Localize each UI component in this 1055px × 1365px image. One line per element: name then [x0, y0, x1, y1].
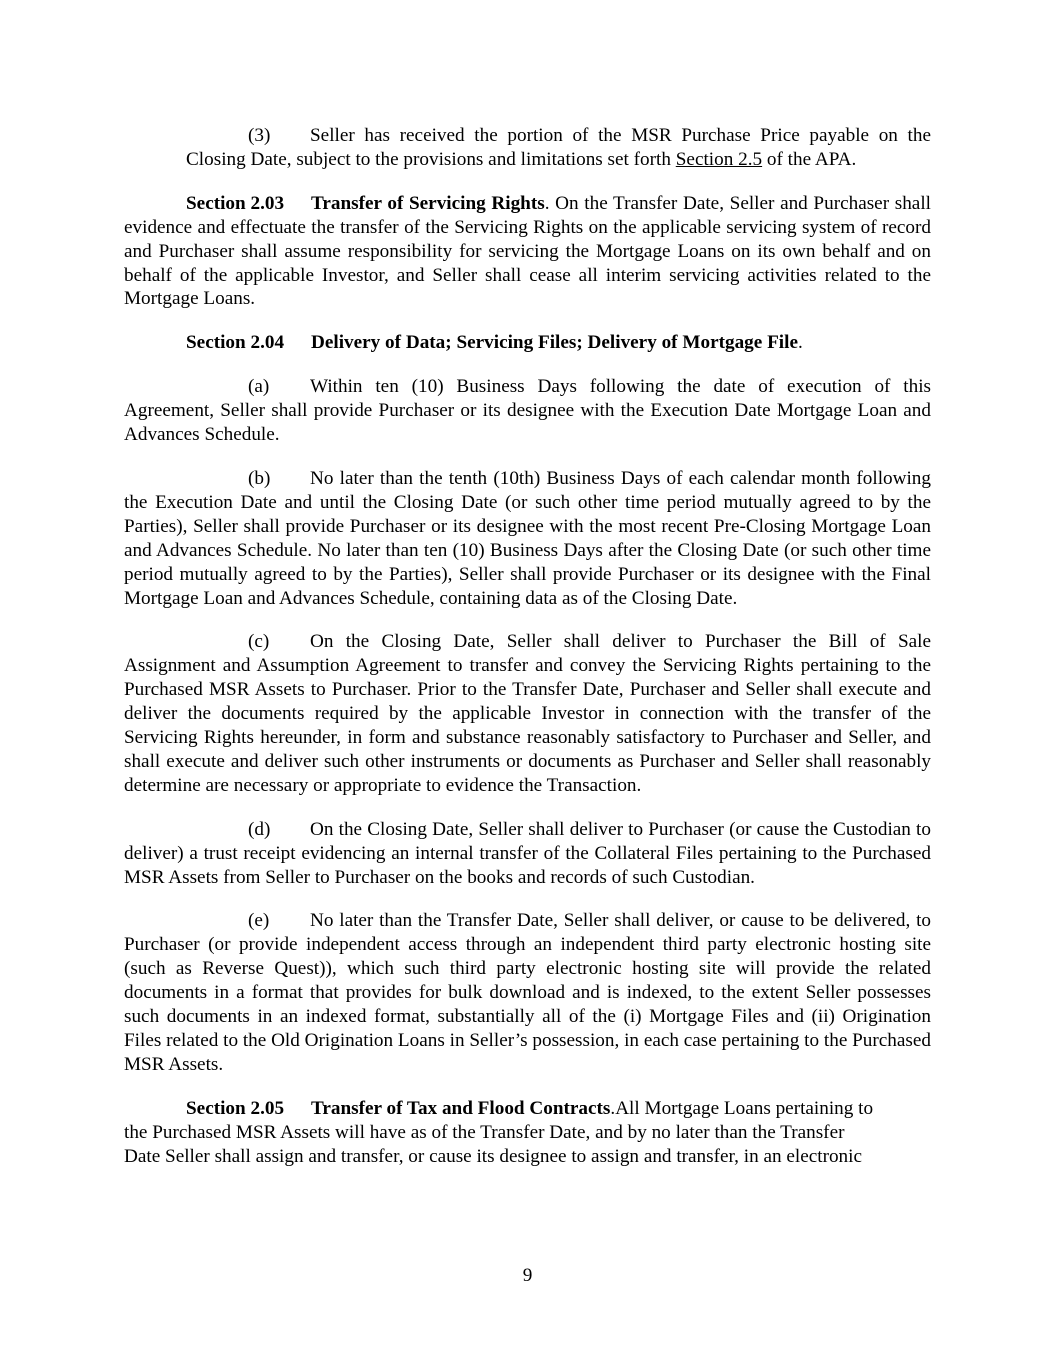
clause-d [124, 818, 931, 890]
clause-e-label: (e) [248, 910, 270, 932]
section-2-04-heading [124, 331, 931, 355]
section-2-04-period: . [797, 332, 803, 354]
section-2-03-number: Section 2.03 [186, 192, 285, 214]
clause-2-02-item-3 [186, 124, 931, 172]
section-2-05-title: Transfer of Tax and Flood Contracts [311, 1097, 611, 1119]
clause-d-label: (d) [248, 818, 271, 840]
section-2-03-body: . On the Transfer Date, Seller and Purchaser shall evidence and effectuate the transfer of the Servicing Rights on the applicable servicing system of record and Purchaser shall assume responsibility for servicing the Mortgage Loans on its own behalf and on behalf of the applicable Investor, and Seller shall cease all interim servicing activities related to the Mortgage Loans. [124, 192, 931, 310]
section-2-03 [124, 192, 931, 312]
section-2-04-number: Section 2.04 [186, 332, 285, 354]
section-2-5-reference: Section 2.5 [675, 148, 763, 170]
clause-e [124, 909, 931, 1076]
clause-c-text: On the Closing Date, Seller shall deliver to Purchaser the Bill of Sale Assignment and Assumption Agreement to transfer and convey the Servicing Rights pertaining to the Purchased MSR Assets to Purchaser. Prior to the Transfer Date, Purchaser and Seller shall execute and deliver the documents required by the applicable Investor in connection with the transfer of the Servicing Rights hereunder, in form and substance reasonably satisfactory to Purchaser and Seller, and shall execute and deliver such other instruments or documents as Purchaser and Seller shall reasonably determine are necessary or appropriate to evidence the Transaction. [124, 631, 931, 796]
section-2-03-title: Transfer of Servicing Rights [311, 192, 545, 214]
clause-a [124, 375, 931, 447]
item-3-text-end: of the APA. [762, 148, 857, 170]
clause-e-text: No later than the Transfer Date, Seller shall deliver, or cause to be delivered, to Purchaser (or provide independent access through an independent third party electronic hosting site (such as Reverse Quest)), which such third party electronic hosting site will provide the related documents in a format that provides for bulk download and is indexed, to the extent Seller possesses such documents in an indexed format, substantially all of the (i) Mortgage Files and (ii) Origination Files related to the Old Origination Loans in Seller’s possession, in each case pertaining to the Purchased MSR Assets. [124, 910, 931, 1075]
section-2-05-line-1 [124, 1097, 931, 1121]
item-3-text: Seller has received the portion of the MSR Purchase Price payable on the Closing Date, subject to the provisions and limitations set forth [186, 125, 931, 170]
clause-a-text: Within ten (10) Business Days following the date of execution of this Agreement, Seller shall provide Purchaser or its designee with the Execution Date Mortgage Loan and Advances Schedule. [124, 376, 931, 446]
section-2-05-number: Section 2.05 [186, 1097, 285, 1119]
clause-b-text: No later than the tenth (10th) Business Days of each calendar month following the Execution Date and until the Closing Date (or such other time period mutually agreed to by the Parties), Seller shall provide Purchaser or its designee with the most recent Pre-Closing Mortgage Loan and Advances Schedule. No later than ten (10) Business Days after the Closing Date (or such other time period mutually agreed to by the Parties), Seller shall provide Purchaser or its designee with the Final Mortgage Loan and Advances Schedule, containing data as of the Closing Date. [124, 467, 931, 609]
section-2-05-line-2: the Purchased MSR Assets will have as of the Transfer Date, and by no later than the Transfer [124, 1121, 845, 1143]
clause-d-text: On the Closing Date, Seller shall deliver to Purchaser (or cause the Custodian to deliver) a trust receipt evidencing an internal transfer of the Collateral Files pertaining to the Purchased MSR Assets from Seller to Purchaser on the books and records of such Custodian. [124, 818, 931, 888]
clause-b-label: (b) [248, 467, 271, 489]
clause-b [124, 467, 931, 610]
clause-c-label: (c) [248, 631, 270, 653]
document-page [124, 124, 931, 1169]
section-2-05 [124, 1097, 931, 1169]
section-2-05-line-3: Date Seller shall assign and transfer, or cause its designee to assign and transfer, in an electronic [124, 1145, 862, 1167]
section-2-04-title: Delivery of Data; Servicing Files; Delivery of Mortgage File [311, 332, 798, 354]
page-number: 9 [522, 1265, 533, 1286]
clause-a-label: (a) [248, 376, 270, 398]
clause-c [124, 630, 931, 797]
section-2-05-line-1-text: .All Mortgage Loans pertaining to [610, 1097, 874, 1119]
item-3-number: (3) [248, 125, 271, 146]
